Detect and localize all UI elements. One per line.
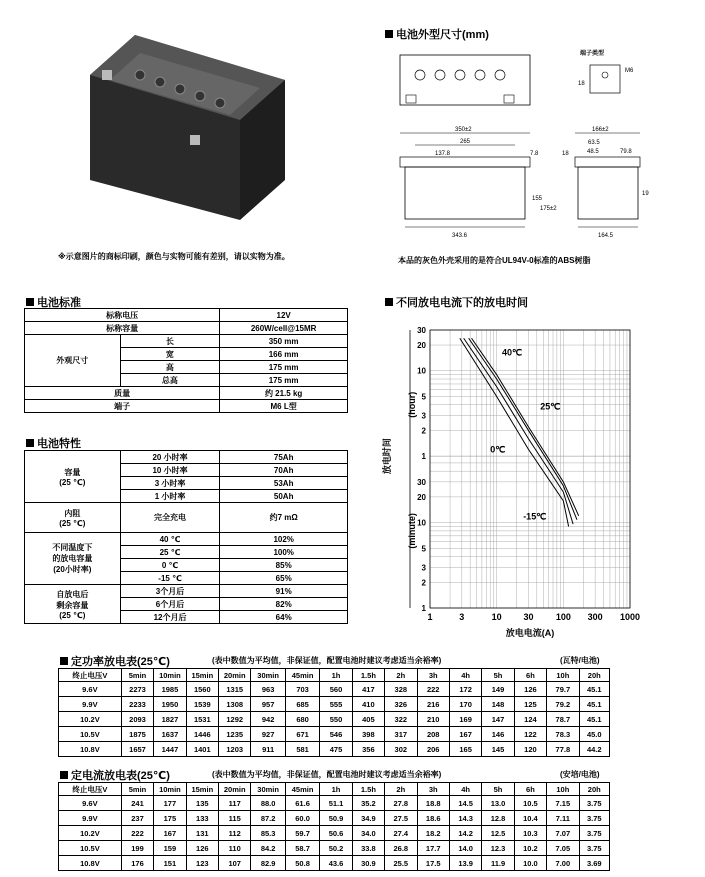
table-cell: 1560: [186, 682, 218, 697]
table-cell: 148: [482, 697, 514, 712]
header-cell: 10min: [154, 783, 186, 796]
table-cell: 26.8: [385, 841, 417, 856]
table-cell: 124: [514, 712, 546, 727]
header-cell: 1h: [320, 783, 352, 796]
table-cell: 546: [320, 727, 352, 742]
table-cell: 149: [482, 682, 514, 697]
header-cell: 5min: [121, 669, 153, 682]
y-tick-label: 10: [417, 366, 426, 376]
table-cell: 417: [352, 682, 384, 697]
table-cell: 126: [186, 841, 218, 856]
dimension-drawing: [380, 45, 700, 245]
series-line: [464, 338, 573, 524]
table-cell: 1203: [219, 742, 251, 757]
table-cell: 50.9: [320, 811, 352, 826]
table-cell: 87.2: [251, 811, 285, 826]
table-cell: 131: [186, 826, 218, 841]
table-cell: 159: [154, 841, 186, 856]
table-cell: 50.2: [320, 841, 352, 856]
table-cell: 123: [186, 856, 218, 871]
header-cell: 5min: [121, 783, 153, 796]
table-cell: 9.9V: [59, 811, 122, 826]
char-title: 电池特性: [26, 435, 81, 451]
dim-18-b: 18: [562, 151, 569, 157]
header-cell: 15min: [186, 669, 218, 682]
table-cell: 30.9: [352, 856, 384, 871]
table-cell: 10.8V: [59, 856, 122, 871]
table-cell: 13.9: [449, 856, 481, 871]
table-cell: 10.5V: [59, 727, 122, 742]
series-label: -15℃: [523, 511, 547, 522]
table-row: [59, 727, 610, 742]
table-cell: 1875: [121, 727, 153, 742]
header-cell: 10min: [154, 669, 186, 682]
table-cell: 167: [449, 727, 481, 742]
y-tick-label: 20: [417, 492, 426, 502]
table-cell: 117: [219, 796, 251, 811]
table-cell: 216: [417, 697, 449, 712]
dim-350: 350±2: [455, 127, 472, 133]
y-tick-label: 3: [421, 411, 426, 421]
cp-unit: (瓦特/电池): [560, 656, 600, 665]
series-label: 0℃: [490, 444, 506, 455]
table-cell: 115: [219, 811, 251, 826]
dim-63: 63.5: [588, 140, 600, 146]
table-cell: 1292: [219, 712, 251, 727]
dim-155: 155: [532, 196, 543, 202]
table-cell: 405: [352, 712, 384, 727]
table-cell: 27.5: [385, 811, 417, 826]
table-cell: 33.8: [352, 841, 384, 856]
table-cell: 555: [320, 697, 352, 712]
table-cell: 18.8: [417, 796, 449, 811]
table-cell: 11.9: [482, 856, 514, 871]
table-cell: 1539: [186, 697, 218, 712]
table-cell: 206: [417, 742, 449, 757]
table-cell: 14.5: [449, 796, 481, 811]
table-cell: 146: [482, 727, 514, 742]
header-cell: 2h: [385, 669, 417, 682]
table-cell: 61.6: [285, 796, 319, 811]
x-tick-label: 10: [491, 612, 502, 622]
table-cell: 13.0: [482, 796, 514, 811]
table-row: [59, 682, 610, 697]
table-cell: 14.0: [449, 841, 481, 856]
dim-48: 48.5: [587, 149, 599, 155]
table-cell: 12.8: [482, 811, 514, 826]
ul-note: 本品的灰色外壳采用的是符合UL94V-0标准的ABS树脂: [398, 256, 591, 265]
cc-note: (表中数值为平均值，非保证值，配置电池时建议考虑适当余裕率): [212, 770, 442, 779]
table-cell: 151: [154, 856, 186, 871]
table-cell: 685: [285, 697, 319, 712]
table-cell: 45.1: [579, 712, 609, 727]
table-cell: 10.2V: [59, 826, 122, 841]
table-cell: 110: [219, 841, 251, 856]
table-cell: 410: [352, 697, 384, 712]
table-cell: 45.0: [579, 727, 609, 742]
x-axis-label: 放电电流(A): [505, 628, 555, 638]
x-tick-label: 1000: [619, 612, 641, 622]
chart-title: 不同放电电流下的放电时间: [385, 294, 528, 310]
table-cell: 12.5: [482, 826, 514, 841]
dim-175: 175±2: [540, 206, 557, 212]
dim-164: 164.5: [598, 233, 614, 239]
table-cell: 356: [352, 742, 384, 757]
x-tick-label: 1: [427, 612, 433, 622]
table-cell: 927: [251, 727, 285, 742]
table-cell: 2093: [121, 712, 153, 727]
series-label: 40℃: [501, 347, 523, 358]
table-cell: 51.1: [320, 796, 352, 811]
header-cell: 6h: [514, 783, 546, 796]
table-cell: 911: [251, 742, 285, 757]
dim-18-a: 18: [578, 81, 585, 87]
constant-power-table: [58, 668, 610, 757]
y-unit-hour: (hour): [407, 391, 417, 418]
dim-137: 137.8: [435, 151, 451, 157]
terminal-type-label: 端子类型: [580, 51, 605, 57]
table-cell: 133: [186, 811, 218, 826]
y-tick-label: 2: [421, 578, 426, 588]
header-cell: 30min: [251, 669, 285, 682]
x-tick-label: 3: [459, 612, 465, 622]
table-cell: 1637: [154, 727, 186, 742]
table-cell: 107: [219, 856, 251, 871]
table-row: [59, 856, 610, 871]
header-cell: 1h: [320, 669, 352, 682]
table-cell: 169: [449, 712, 481, 727]
table-cell: 1447: [154, 742, 186, 757]
table-cell: 78.7: [547, 712, 579, 727]
table-cell: 1308: [219, 697, 251, 712]
table-cell: 14.3: [449, 811, 481, 826]
table-row: [59, 697, 610, 712]
dim-166: 166±2: [592, 127, 609, 133]
spec-table: 标称电压 12V 标称容量 260W/cell@15MR 外观尺寸 长 350 mm 宽 166 mm 高 175 mm 总高 175 mm 质量 约 21.5 kg 端子 M6 L型: [24, 308, 348, 413]
table-cell: 3.75: [579, 796, 609, 811]
table-cell: 237: [121, 811, 153, 826]
x-tick-label: 300: [587, 612, 603, 622]
table-cell: 1950: [154, 697, 186, 712]
y-axis-label: 放电时间: [382, 438, 392, 475]
table-cell: 135: [186, 796, 218, 811]
table-row: [59, 742, 610, 757]
header-cell: 45min: [285, 783, 319, 796]
table-cell: 59.7: [285, 826, 319, 841]
table-cell: 60.0: [285, 811, 319, 826]
table-cell: 58.7: [285, 841, 319, 856]
table-cell: 176: [121, 856, 153, 871]
table-cell: 175: [154, 811, 186, 826]
series-label: 25℃: [540, 401, 561, 412]
header-cell: 6h: [514, 669, 546, 682]
series-line: [472, 338, 579, 516]
table-cell: 550: [320, 712, 352, 727]
header-cell: 15min: [186, 783, 218, 796]
table-cell: 122: [514, 727, 546, 742]
table-cell: 45.1: [579, 697, 609, 712]
y-tick-label: 10: [417, 518, 426, 528]
table-cell: 10.0: [514, 856, 546, 871]
table-cell: 170: [449, 697, 481, 712]
header-cell: 终止电压V: [59, 783, 122, 796]
table-cell: 1315: [219, 682, 251, 697]
dim-7: 7.8: [530, 151, 539, 157]
y-tick-label: 1: [421, 604, 426, 613]
table-cell: 34.0: [352, 826, 384, 841]
table-cell: 328: [385, 682, 417, 697]
table-cell: 7.00: [547, 856, 579, 871]
table-cell: 942: [251, 712, 285, 727]
table-cell: 3.75: [579, 841, 609, 856]
table-cell: 3.75: [579, 826, 609, 841]
x-tick-label: 100: [555, 612, 571, 622]
table-cell: 10.3: [514, 826, 546, 841]
table-cell: 50.6: [320, 826, 352, 841]
table-cell: 671: [285, 727, 319, 742]
y-tick-label: 5: [421, 544, 426, 554]
cp-note: (表中数值为平均值，非保证值，配置电池时建议考虑适当余裕率): [212, 656, 442, 665]
cc-title: 定电流放电表(25℃): [60, 767, 170, 783]
table-cell: 703: [285, 682, 319, 697]
table-cell: 957: [251, 697, 285, 712]
table-cell: 79.2: [547, 697, 579, 712]
battery-image: [80, 20, 295, 230]
dim-79: 79.8: [620, 149, 632, 155]
table-cell: 126: [514, 682, 546, 697]
plot-frame: [430, 330, 630, 608]
y-tick-label: 20: [417, 341, 426, 351]
table-cell: 165: [449, 742, 481, 757]
table-cell: 680: [285, 712, 319, 727]
m6-label: M6: [625, 68, 634, 74]
table-cell: 77.8: [547, 742, 579, 757]
y-tick-label: 5: [421, 392, 426, 402]
table-cell: 302: [385, 742, 417, 757]
table-cell: 7.15: [547, 796, 579, 811]
table-cell: 322: [385, 712, 417, 727]
header-cell: 5h: [482, 783, 514, 796]
table-cell: 222: [417, 682, 449, 697]
table-cell: 17.7: [417, 841, 449, 856]
table-cell: 145: [482, 742, 514, 757]
table-cell: 12.3: [482, 841, 514, 856]
table-cell: 34.9: [352, 811, 384, 826]
table-cell: 14.2: [449, 826, 481, 841]
table-cell: 222: [121, 826, 153, 841]
table-cell: 475: [320, 742, 352, 757]
y-tick-label: 30: [417, 326, 426, 335]
image-note: ※示意图片的商标印刷，颜色与实物可能有差别，请以实物为准。: [58, 252, 290, 261]
spec-title: 电池标准: [26, 294, 81, 310]
discharge-chart: [375, 318, 675, 643]
header-cell: 1.5h: [352, 783, 384, 796]
y-unit-minute: (minute): [407, 513, 417, 549]
header-cell: 30min: [251, 783, 285, 796]
dim-265: 265: [460, 139, 471, 145]
constant-current-table: [58, 782, 610, 871]
table-cell: 35.2: [352, 796, 384, 811]
table-cell: 17.5: [417, 856, 449, 871]
table-row: [59, 712, 610, 727]
table-cell: 963: [251, 682, 285, 697]
cp-title: 定功率放电表(25℃): [60, 653, 170, 669]
table-cell: 1401: [186, 742, 218, 757]
table-cell: 241: [121, 796, 153, 811]
table-cell: 3.75: [579, 811, 609, 826]
table-cell: 9.9V: [59, 697, 122, 712]
header-cell: 20h: [579, 669, 609, 682]
header-cell: 20min: [219, 783, 251, 796]
dims-title: 电池外型尺寸(mm): [385, 26, 489, 42]
table-cell: 177: [154, 796, 186, 811]
y-tick-label: 1: [421, 452, 426, 462]
table-cell: 210: [417, 712, 449, 727]
table-row: [59, 841, 610, 856]
dim-343: 343.6: [452, 233, 468, 239]
table-cell: 79.7: [547, 682, 579, 697]
y-tick-label: 30: [417, 477, 426, 487]
table-cell: 25.5: [385, 856, 417, 871]
table-cell: 7.05: [547, 841, 579, 856]
table-cell: 45.1: [579, 682, 609, 697]
table-cell: 88.0: [251, 796, 285, 811]
header-cell: 3h: [417, 783, 449, 796]
header-cell: 10h: [547, 783, 579, 796]
x-tick-label: 30: [523, 612, 534, 622]
table-cell: 326: [385, 697, 417, 712]
header-cell: 2h: [385, 783, 417, 796]
header-cell: 20min: [219, 669, 251, 682]
table-cell: 10.5V: [59, 841, 122, 856]
table-cell: 120: [514, 742, 546, 757]
header-cell: 终止电压V: [59, 669, 122, 682]
table-cell: 10.8V: [59, 742, 122, 757]
table-cell: 18.2: [417, 826, 449, 841]
table-cell: 78.3: [547, 727, 579, 742]
cc-unit: (安培/电池): [560, 770, 600, 779]
header-cell: 10h: [547, 669, 579, 682]
table-cell: 43.6: [320, 856, 352, 871]
table-cell: 27.8: [385, 796, 417, 811]
table-cell: 208: [417, 727, 449, 742]
table-cell: 2233: [121, 697, 153, 712]
header-cell: 5h: [482, 669, 514, 682]
table-cell: 317: [385, 727, 417, 742]
table-cell: 82.9: [251, 856, 285, 871]
table-cell: 1985: [154, 682, 186, 697]
table-row: [59, 826, 610, 841]
table-cell: 10.4: [514, 811, 546, 826]
table-cell: 7.07: [547, 826, 579, 841]
header-cell: 3h: [417, 669, 449, 682]
table-cell: 10.2V: [59, 712, 122, 727]
table-cell: 1827: [154, 712, 186, 727]
table-cell: 50.8: [285, 856, 319, 871]
header-cell: 1.5h: [352, 669, 384, 682]
table-cell: 1446: [186, 727, 218, 742]
table-cell: 199: [121, 841, 153, 856]
header-cell: 45min: [285, 669, 319, 682]
table-cell: 167: [154, 826, 186, 841]
table-cell: 2273: [121, 682, 153, 697]
table-cell: 560: [320, 682, 352, 697]
y-tick-label: 3: [421, 563, 426, 573]
table-cell: 44.2: [579, 742, 609, 757]
table-cell: 398: [352, 727, 384, 742]
table-cell: 3.69: [579, 856, 609, 871]
table-cell: 84.2: [251, 841, 285, 856]
table-cell: 1657: [121, 742, 153, 757]
table-cell: 7.11: [547, 811, 579, 826]
header-cell: 4h: [449, 783, 481, 796]
table-cell: 27.4: [385, 826, 417, 841]
table-cell: 85.3: [251, 826, 285, 841]
table-cell: 9.6V: [59, 796, 122, 811]
header-cell: 20h: [579, 783, 609, 796]
dim-19: 19: [642, 191, 649, 197]
char-table: 容量 (25 ℃) 20 小时率 75Ah 10 小时率 70Ah 3 小时率 53Ah 1 小时率 50Ah 内阻 (25 ℃) 完全充电 约7 mΩ 不同温度下 的放电容量 (20小时率) 40 ℃ 102% 25 ℃ 100% 0 ℃ 85% -15 ℃ 65% 自放电后 剩余容量 (25 ℃) 3个月后 91% 6个月后 82% 12个月后 64%: [24, 450, 348, 624]
table-cell: 1235: [219, 727, 251, 742]
table-cell: 18.6: [417, 811, 449, 826]
table-cell: 1531: [186, 712, 218, 727]
table-cell: 581: [285, 742, 319, 757]
table-cell: 9.6V: [59, 682, 122, 697]
table-cell: 10.2: [514, 841, 546, 856]
header-cell: 4h: [449, 669, 481, 682]
table-row: [59, 796, 610, 811]
table-cell: 172: [449, 682, 481, 697]
table-cell: 147: [482, 712, 514, 727]
table-row: [59, 811, 610, 826]
y-tick-label: 2: [421, 426, 426, 436]
table-cell: 112: [219, 826, 251, 841]
series-line: [460, 338, 569, 526]
table-cell: 10.5: [514, 796, 546, 811]
table-cell: 125: [514, 697, 546, 712]
